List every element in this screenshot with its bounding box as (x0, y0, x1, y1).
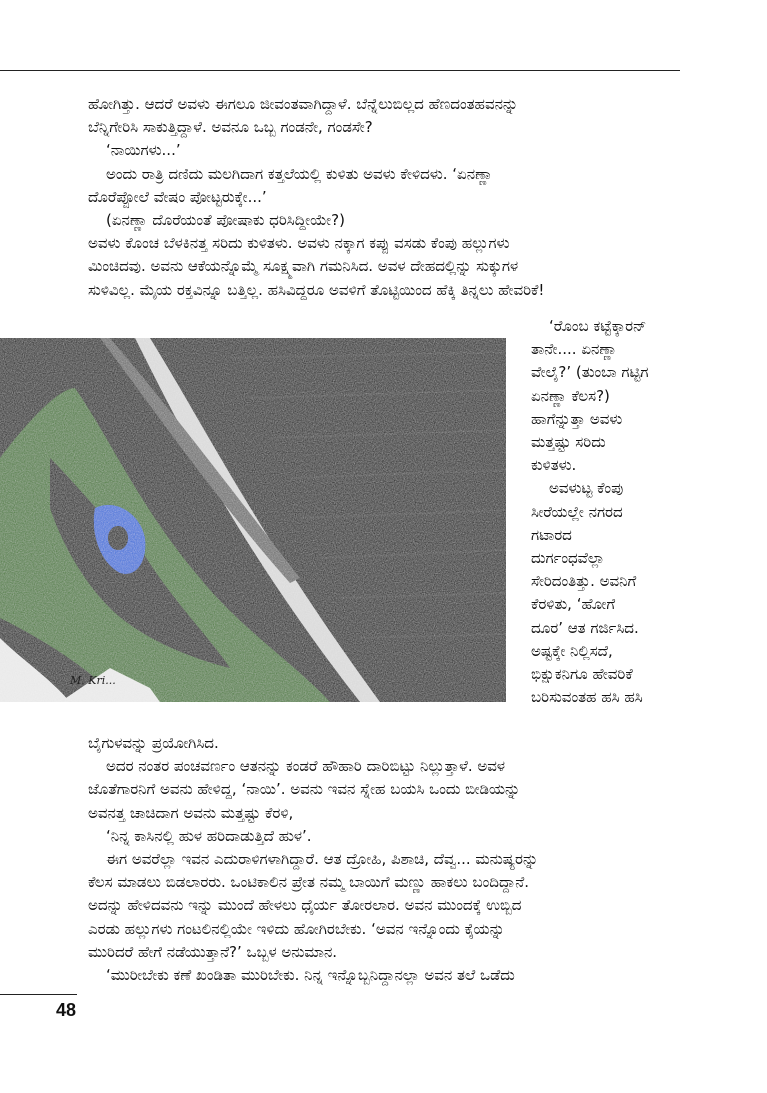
page-number: 48 (56, 1000, 77, 1020)
text-line: ಕೆಲಸ ಮಾಡಲು ಬಿಡಲಾರರು. ಒಂಟಿಕಾಲಿನ ಪ್ರೇತ ನಮ್ಮ ಬಾಯಿಗೆ ಮಣ್ಣು ಹಾಕಲು ಬಂದಿದ್ದಾನೆ. (88, 873, 530, 892)
text-block-bottom (88, 732, 678, 987)
text-line: ಹಾಗೆನ್ನುತ್ತಾ ಅವಳು (531, 409, 623, 428)
text-line: ಬೆನ್ನಿಗೇರಿಸಿ ಸಾಕುತ್ತಿದ್ದಾಳೆ. ಅವನೂ ಒಬ್ಬ ಗಂಡನೇ, ಗಂಡಸೇ? (88, 118, 373, 137)
text-line: ಮಿಂಚಿದವು. ಅವನು ಆಕೆಯನ್ನೊಮ್ಮೆ ಸೂಕ್ಷ್ಮವಾಗಿ ಗಮನಿಸಿದ. ಅವಳ ದೇಹದಲ್ಲಿನ್ನು ಸುಕ್ಕುಗಳ (88, 257, 519, 276)
text-line: ಅಷ್ಟಕ್ಕೇ ನಿಲ್ಲಿಸದೆ, (531, 641, 613, 660)
text-line: ತಾನೇ.... ಏನಣ್ಣಾ (531, 340, 618, 359)
text-line: ದೂರ’ ಆತ ಗರ್ಜಿಸಿದ. (531, 618, 639, 637)
text-line: ಕೆರಳಿತು, ‘ಹೋಗೆ (531, 595, 616, 614)
text-line: ಎರಡು ಹಲ್ಲುಗಳು ಗಂಟಲಿನಲ್ಲಿಯೇ ಇಳಿದು ಹೋಗಿರಬೇಕು. ‘ಅವನ ಇನ್ನೊಂದು ಕೈಯನ್ನು (88, 919, 505, 938)
text-line: ಅವಳುಟ್ಟ ಕೆಂಪು (549, 479, 624, 498)
text-line: ಏನಣ್ಣಾ ಕೆಲಸ?) (531, 386, 610, 405)
text-line: ಅದನ್ನು ಹೇಳಿದವನು ಇನ್ನು ಮುಂದೆ ಹೇಳಲು ಧೈರ್ಯ ತೋರಲಾರ. ಅವನ ಮುಂದಕ್ಕೆ ಉಬ್ಬಿದ (88, 896, 522, 915)
text-line: ಮುರಿದರೆ ಹೇಗೆ ನಡೆಯುತ್ತಾನೆ?’ ಒಬ್ಬಳ ಅನುಮಾನ. (88, 942, 338, 961)
text-line: ಈಗ ಅವರೆಲ್ಲಾ ಇವನ ಎದುರಾಳಿಗಳಾಗಿದ್ದಾರೆ. ಆತ ದ್ರೋಹಿ, ಪಿಶಾಚಿ, ದೆವ್ವ... ಮನುಷ್ಯರನ್ನು (106, 850, 539, 869)
text-line: ಸೀರೆಯಲ್ಲೇ ನಗರದ (531, 502, 623, 521)
text-line: ಬರಿಸುವಂತಹ ಹಸಿ ಹಸಿ (531, 688, 643, 707)
text-block-side (531, 315, 681, 709)
text-line: ಮತ್ತಷ್ಟು ಸರಿದು (531, 433, 606, 452)
text-line: ‘ಮುರೀಬೇಕು ಕಣೆ ಖಂಡಿತಾ ಮುರಿಬೇಕು. ನಿನ್ನ ಇನ್ನೊಬ್ಬನಿದ್ದಾನಲ್ಲಾ ಅವನ ತಲೆ ಒಡೆದು (106, 966, 515, 985)
text-line: ವೇಲೈ?’ (ತುಂಬಾ ಗಟ್ಟಿಗ (531, 363, 649, 382)
text-line: ‘ರೊಂಬ ಕಟ್ಟೆಕ್ಕಾರನ್ (549, 317, 647, 335)
text-line: ದುರ್ಗಂಧವೆಲ್ಲಾ (531, 549, 605, 568)
top-rule (0, 70, 680, 71)
text-line: ಸೇರಿದಂತಿತ್ತು. ಅವನಿಗೆ (531, 572, 637, 591)
illustration (0, 338, 506, 702)
illustration-art (0, 338, 506, 702)
text-line: ‘ನಿನ್ನ ಕಾಸಿನಲ್ಲಿ ಹುಳ ಹರಿದಾಡುತ್ತಿದೆ ಹುಳ’. (106, 826, 312, 845)
text-line: ಜೊತೆಗಾರನಿಗೆ ಅವನು ಹೇಳಿದ್ದ, ‘ನಾಯಿ’. ಅವನು ಇವನ ಸ್ನೇಹ ಬಯಸಿ ಒಂದು ಬೀಡಿಯನ್ನು (88, 780, 521, 799)
artist-signature: M. Kri... (70, 674, 116, 687)
text-block-top (88, 93, 678, 302)
text-line: ಅವನತ್ತ ಚಾಚಿದಾಗ ಅವನು ಮತ್ತಷ್ಟು ಕೆರಳಿ, (88, 803, 294, 822)
text-line: ಕುಳಿತಳು. (531, 456, 577, 475)
text-line: ದೊರೆಪ್ಪೋಲೆ ವೇಷಂ ಪೋಟ್ಟರುಕ್ಕೇ...’ (88, 187, 267, 206)
text-line: ಅದರ ನಂತರ ಪಂಚವರ್ಣಂ ಆತನನ್ನು ಕಂಡರೆ ಹೌಹಾರಿ ದಾರಿಬಿಟ್ಟು ನಿಲ್ಲುತ್ತಾಳೆ. ಅವಳ (106, 757, 506, 776)
text-line: ಬೈಗುಳವನ್ನು ಪ್ರಯೋಗಿಸಿದ. (88, 734, 219, 752)
text-line: ಹೋಗಿತ್ತು. ಆದರೆ ಅವಳು ಈಗಲೂ ಜೀವಂತವಾಗಿದ್ದಾಳೆ. ಬೆನ್ನೆಲುಬಿಲ್ಲದ ಹೆಣದಂತಹವನನ್ನು (88, 95, 519, 113)
text-line: ಸುಳಿವಿಲ್ಲ. ಮೈಯ ರಕ್ತವಿನ್ನೂ ಬತ್ತಿಲ್ಲ. ಹಸಿವಿದ್ದರೂ ಅವಳಿಗೆ ತೊಟ್ಟಿಯಿಂದ ಹೆಕ್ಕಿ ತಿನ್ನಲು ಹೇವರಿಕೆ! (88, 280, 545, 299)
text-line: ಗಟಾರದ (531, 525, 572, 544)
text-line: ಭಿಕ್ಷುಕನಿಗೂ ಹೇವರಿಕೆ (531, 665, 633, 684)
text-line: (ಏನಣ್ಣಾ ದೊರೆಯಂತೆ ಪೋಷಾಕು ಧರಿಸಿದ್ದೀಯೇ?) (106, 211, 345, 230)
text-line: ಅಂದು ರಾತ್ರಿ ದಣಿದು ಮಲಗಿದಾಗ ಕತ್ತಲೆಯಲ್ಲಿ ಕುಳಿತು ಅವಳು ಕೇಳಿದಳು. ‘ಏನಣ್ಣಾ (106, 164, 493, 183)
bottom-rule (0, 994, 77, 995)
text-line: ‘ನಾಯಿಗಳು...’ (106, 141, 181, 160)
text-line: ಅವಳು ಕೊಂಚ ಬೆಳಕಿನತ್ತ ಸರಿದು ಕುಳಿತಳು. ಅವಳು ನಕ್ಕಾಗ ಕಪ್ಪು ವಸಡು ಕೆಂಪು ಹಲ್ಲುಗಳು (88, 234, 510, 253)
